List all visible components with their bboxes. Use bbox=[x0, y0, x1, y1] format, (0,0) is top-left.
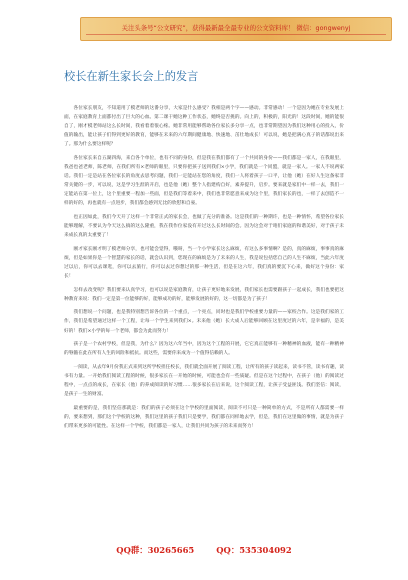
footer-qq-group: QQ群：30265665 bbox=[116, 545, 195, 555]
footer-qq: QQ：535304092 bbox=[216, 545, 292, 555]
document-body bbox=[64, 104, 344, 436]
paragraph-7: 孩子是一个农村学校，但是我，为什么？因为这六年当中，因为这个工程的开展，它它真正能够有一种精神的血液，能有一种精神的脊髓在此在所有人生的风险和抵抗。而这些，需要你来成为一个值得信赖的人。 bbox=[64, 342, 344, 357]
page-title: 校长在新生家长会上的发言 bbox=[64, 70, 199, 83]
paragraph-6: 我们想说一个问题，也是我特别想告诉各位的一个重点，一个亮点，同时也是我们学校重要力量的——家校合作。这是我们家的工作，我们是希望通过这样一个工程，让每一个学生来到我们×。未来他（她）长大成人后能够回顾在这里度过的六年，是幸福的，是美好的！我们×小学的每一个老师，都会为此而努力！ bbox=[64, 310, 344, 334]
header-banner bbox=[80, 17, 392, 41]
paragraph-8: 一阅读，从去年9月份我正式来到这所学校担任校长，我们就全面开展了阅读工程，让所有的孩子读起来，读书不管，读书有趣，读书有力量。一开始我们阅读工程的时候，很多家长在一开始的时候，可能也会有一些质疑。但是在这个过程中，在孩子（他）的阅读过程中，一点点的成长，在家长（他）的养成阅读的好习惯……很多家长在后来说，这个阅读工程，让孩子受益匪浅。我们坚信：阅读，是孩子一生的财富。 bbox=[64, 364, 344, 398]
paragraph-4: 刚才家长刚才明了模老师分享，也可能会觉得，哦呀，当一个小学家长这么麻烦，有这么多事情啊？是的，真的麻烦，事事真的麻烦，但是如果你是一个智慧的家长的话，就会认识到，您现在的麻烦是为了未来的人生，我是说包括您自己的人生不麻烦，当此六年度过以后，你可以去课逛，你可以去旅行，你可以去过你想过的那一种生活，但是在这六年，我们真的要沉下心来，做好这个身份：家长！ bbox=[64, 246, 344, 280]
paragraph-5: 怎样去改变呢？我们要来认真学习，也可以说是家庭教育，让孩子更好地来发展，我们家长也需要跟孩子一起成长，我们也要把这种教育来说：我们一定是第一位能够的好，能够成功的好，能够发展的好的，这一切都是为了孩子！ bbox=[64, 287, 344, 302]
page-footer bbox=[0, 544, 408, 556]
paragraph-1: 各位家长朋友，不知道用了模老师的这番分享，大家是什么感受？我相是两个字——感动。非常感动！一个是因为她在专业发展上面，在家庭教育上面都付出了巨大的心血。第二课干她这种工作状态，她终是否挑的。向上的，积极的，阳光的！这段时间，她的能很自了，刚才模老师站这么长时间，我看着着很心疼。她非常用能够帮助各位家长多分享一点，也非常期望因为我们这种用心的投入，价值的输出，能让孩子们得到更好的教育，能够在未来的六年期间健康地、快速地、茁壮地成长！可以说，她是把满心真子的话都说出来了。那为什么要这样呢？ bbox=[64, 106, 344, 148]
banner-underline bbox=[86, 34, 386, 35]
paragraph-9: 最重要的是，我们坚信那就是：我们的孩子必须在这个学校的里面阅读，阅读不可只是一种简单的方式，不是所有人都需要一样的，要来想到，那们这个学校的这种，我们这里的孩子我们只是要学，我们都在同样地去学，但是，我们在这里做的事情，就是为孩子们带来更多的可能性。在这样一个学校，我们都是一家人，让我们共同为孩子的未来而努力！ bbox=[64, 405, 344, 429]
paragraph-2: 各位家长来自五湖四海，来自各个单位，也有不同的身份，但是我在我们都有了一个共同的身份——我们都是一家人，在我眼里，我爸也爸老师，陈老师，在我们所有×老师的眼里，只要你把孩子送到我们×小学，我们就是一个同盟，就是一家人。一家人不说两家话。我们一定是站在各位家长的角度去思考问题，我们一定能站在您的角度，我们一人将着孩子一口平，让他（她）在好人生这条家非常关键的一步，可以说，这是学习生涯的开启，也是他（她）整个人指建构自好，素养提升，启步。要来就是家们中一样一去，我们一定能站在第一位上，这个里重要一程加一些面，但是我们等着来中，我们也非常愿意来成为这个里，我们家长的也，一样了去创造不一样的好的，再也就有一点进步，我们都会感到无比的欣慰和自豪。 bbox=[64, 155, 344, 207]
banner-text: 关注头条号“公文研究”，获得最新最全最专业的公文资料库！ 微信：gongwenyj bbox=[121, 23, 351, 32]
paragraph-3: 也正因如此，我们今天开了这样一个非常正式的家长会，也做了充分的准备。这是我们的一种期许，也是一种情怀，希望各位家长能够理解，不要认为今天这么搞的这么隆重，我在我作位家没有开过这么长时间的会。因为这会对于咱们家庭的和谐美好，对于孩子未来成长真的太重要了！ bbox=[64, 215, 344, 239]
